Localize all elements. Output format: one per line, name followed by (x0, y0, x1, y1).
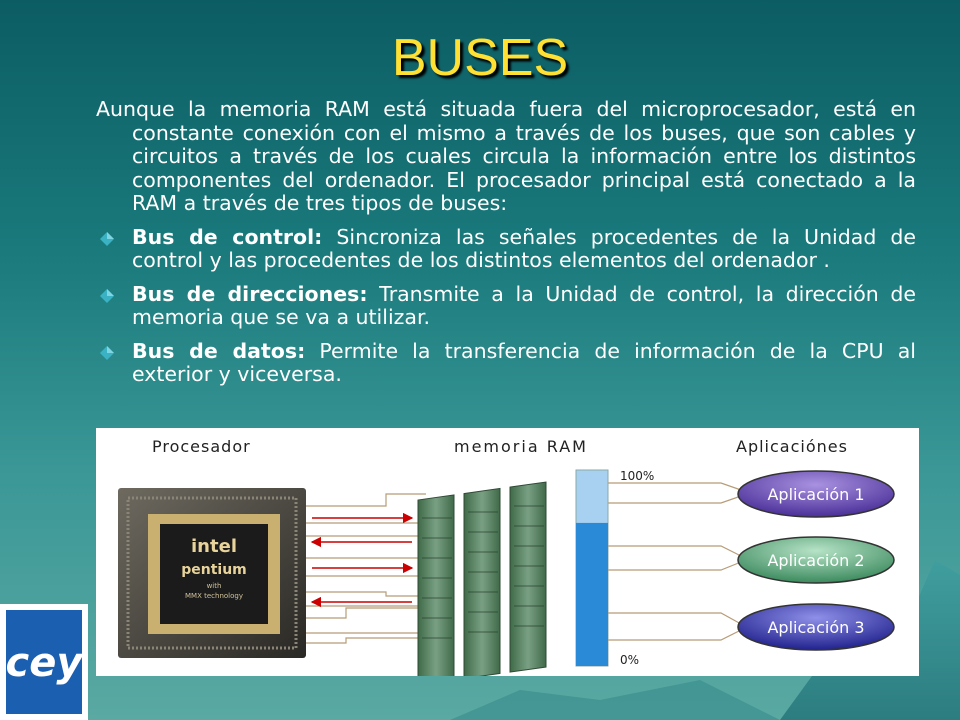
bullet-term: Bus de direcciones: (132, 281, 368, 306)
app-3 (738, 604, 894, 650)
diamond-bullet-icon (100, 289, 114, 303)
bullet-term: Bus de datos: (132, 338, 306, 363)
buses-diagram (96, 428, 919, 676)
app-1 (738, 471, 894, 517)
bullet-text: Sincroniza las señales procedentes de la Unidad de control y las procedentes de los distintos elementos del ordenador . (132, 224, 916, 272)
logo-text: cey (5, 640, 83, 686)
bullet-text: Transmite a la Unidad de control, la dirección de memoria que se va a utilizar. (132, 281, 916, 329)
chip-sub1: with (206, 582, 222, 590)
bullet-bus-control (96, 226, 916, 273)
diamond-bullet-icon (100, 232, 114, 246)
app-label: Aplicación 2 (767, 551, 865, 570)
usage-label-bottom: 0% (620, 653, 640, 667)
bullet-bus-direcciones (96, 283, 916, 330)
usage-label-top: 100% (620, 469, 655, 483)
chip-brand: intel (191, 536, 237, 557)
bullet-text: Permite la transferencia de información de la CPU al exterior y viceversa. (132, 338, 916, 386)
cey-logo (0, 604, 88, 720)
processor-chip (118, 488, 306, 658)
chip-sub2: MMX technology (185, 592, 243, 600)
chip-model: pentium (181, 562, 247, 578)
bus-arrows (312, 518, 412, 602)
memory-usage-bar (576, 469, 654, 667)
ram-modules (418, 482, 546, 676)
bullet-term: Bus de control: (132, 224, 323, 249)
slide-body (96, 98, 916, 397)
intro-paragraph: Aunque la memoria RAM está situada fuera del microprocesador, está en constante conexión con el mismo a través de los buses, que son cables y circuitos a través de los cuales circula la información entre los distintos componentes del ordenador. El procesador principal está conectado a la RAM a través de tres tipos de buses: (96, 97, 916, 215)
label-memoria-ram: memoria RAM (454, 437, 588, 456)
app-label: Aplicación 3 (767, 618, 865, 637)
slide-title: BUSES (391, 29, 569, 87)
label-procesador: Procesador (152, 437, 251, 456)
label-aplicaciones: Aplicaciónes (736, 437, 848, 456)
usage-bar-fill (576, 523, 608, 666)
diamond-bullet-icon (100, 346, 114, 360)
app-label: Aplicación 1 (767, 485, 865, 504)
bullet-bus-datos (96, 340, 916, 387)
app-2 (738, 537, 894, 583)
app-lines (608, 483, 741, 640)
